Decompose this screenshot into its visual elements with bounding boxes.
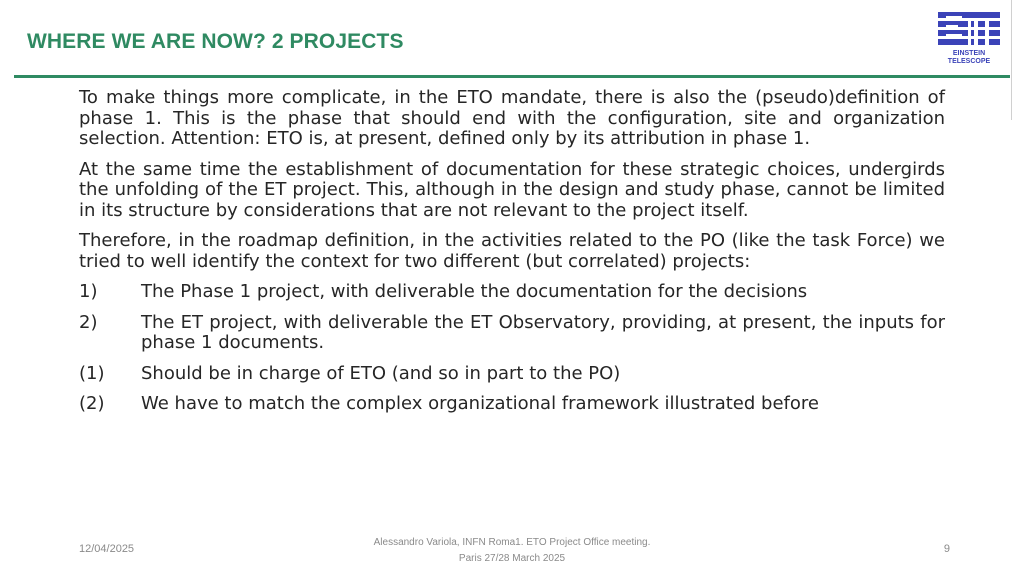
slide-title: WHERE WE ARE NOW? 2 PROJECTS (27, 30, 404, 53)
body-paragraph-2: At the same time the establishment of documentation for these strategic choices, undergirds the unfolding of the ET project. This, although in the design and study phase, cannot be limited in its structure by considerations that are not relevant to the project itself. (79, 158, 945, 221)
footer-presenter-line-1: Alessandro Variola, INFN Roma1. ETO Project Office meeting. (373, 537, 651, 548)
title-underline (14, 75, 1010, 78)
list-item (79, 364, 945, 385)
body-paragraph-3: Therefore, in the roadmap definition, in the activities related to the PO (like the task Force) we tried to well identify the context for two different (but correlated) projects: (79, 230, 945, 272)
list-item-number: 1) (79, 281, 98, 302)
footer-presenter-line-2: Paris 27/28 March 2025 (458, 553, 566, 564)
list-item (79, 394, 945, 415)
list-item-text: We have to match the complex organizational framework illustrated before (141, 393, 819, 414)
list-item-number: (2) (79, 393, 105, 414)
list-item (79, 282, 945, 303)
list-item-text: Should be in charge of ETO (and so in part to the PO) (141, 362, 621, 384)
logo-text-telescope: TELESCOPE (947, 58, 991, 65)
list-item-text: The ET project, with deliverable the ET Observatory, providing, at present, the inputs for phase 1 documents. (141, 311, 945, 353)
list-item (79, 313, 945, 354)
right-edge-line (1011, 0, 1012, 120)
logo-text-einstein: EINSTEIN (952, 50, 986, 57)
body-paragraph-1: To make things more complicate, in the ETO mandate, there is also the (pseudo)definition of phase 1. This is the phase that should end with the configuration, site and organization selection. Attention: ETO is, at present, defined only by its attribution in phase 1. (79, 87, 945, 149)
list-item-number: 2) (79, 311, 98, 333)
page-number: 9 (943, 543, 950, 555)
footer-presenter (312, 535, 712, 567)
list-item-number: (1) (79, 362, 105, 384)
list-item-text: The Phase 1 project, with deliverable the documentation for the decisions (141, 281, 808, 302)
slide-body (79, 88, 945, 425)
footer-date: 12/04/2025 (79, 543, 135, 555)
